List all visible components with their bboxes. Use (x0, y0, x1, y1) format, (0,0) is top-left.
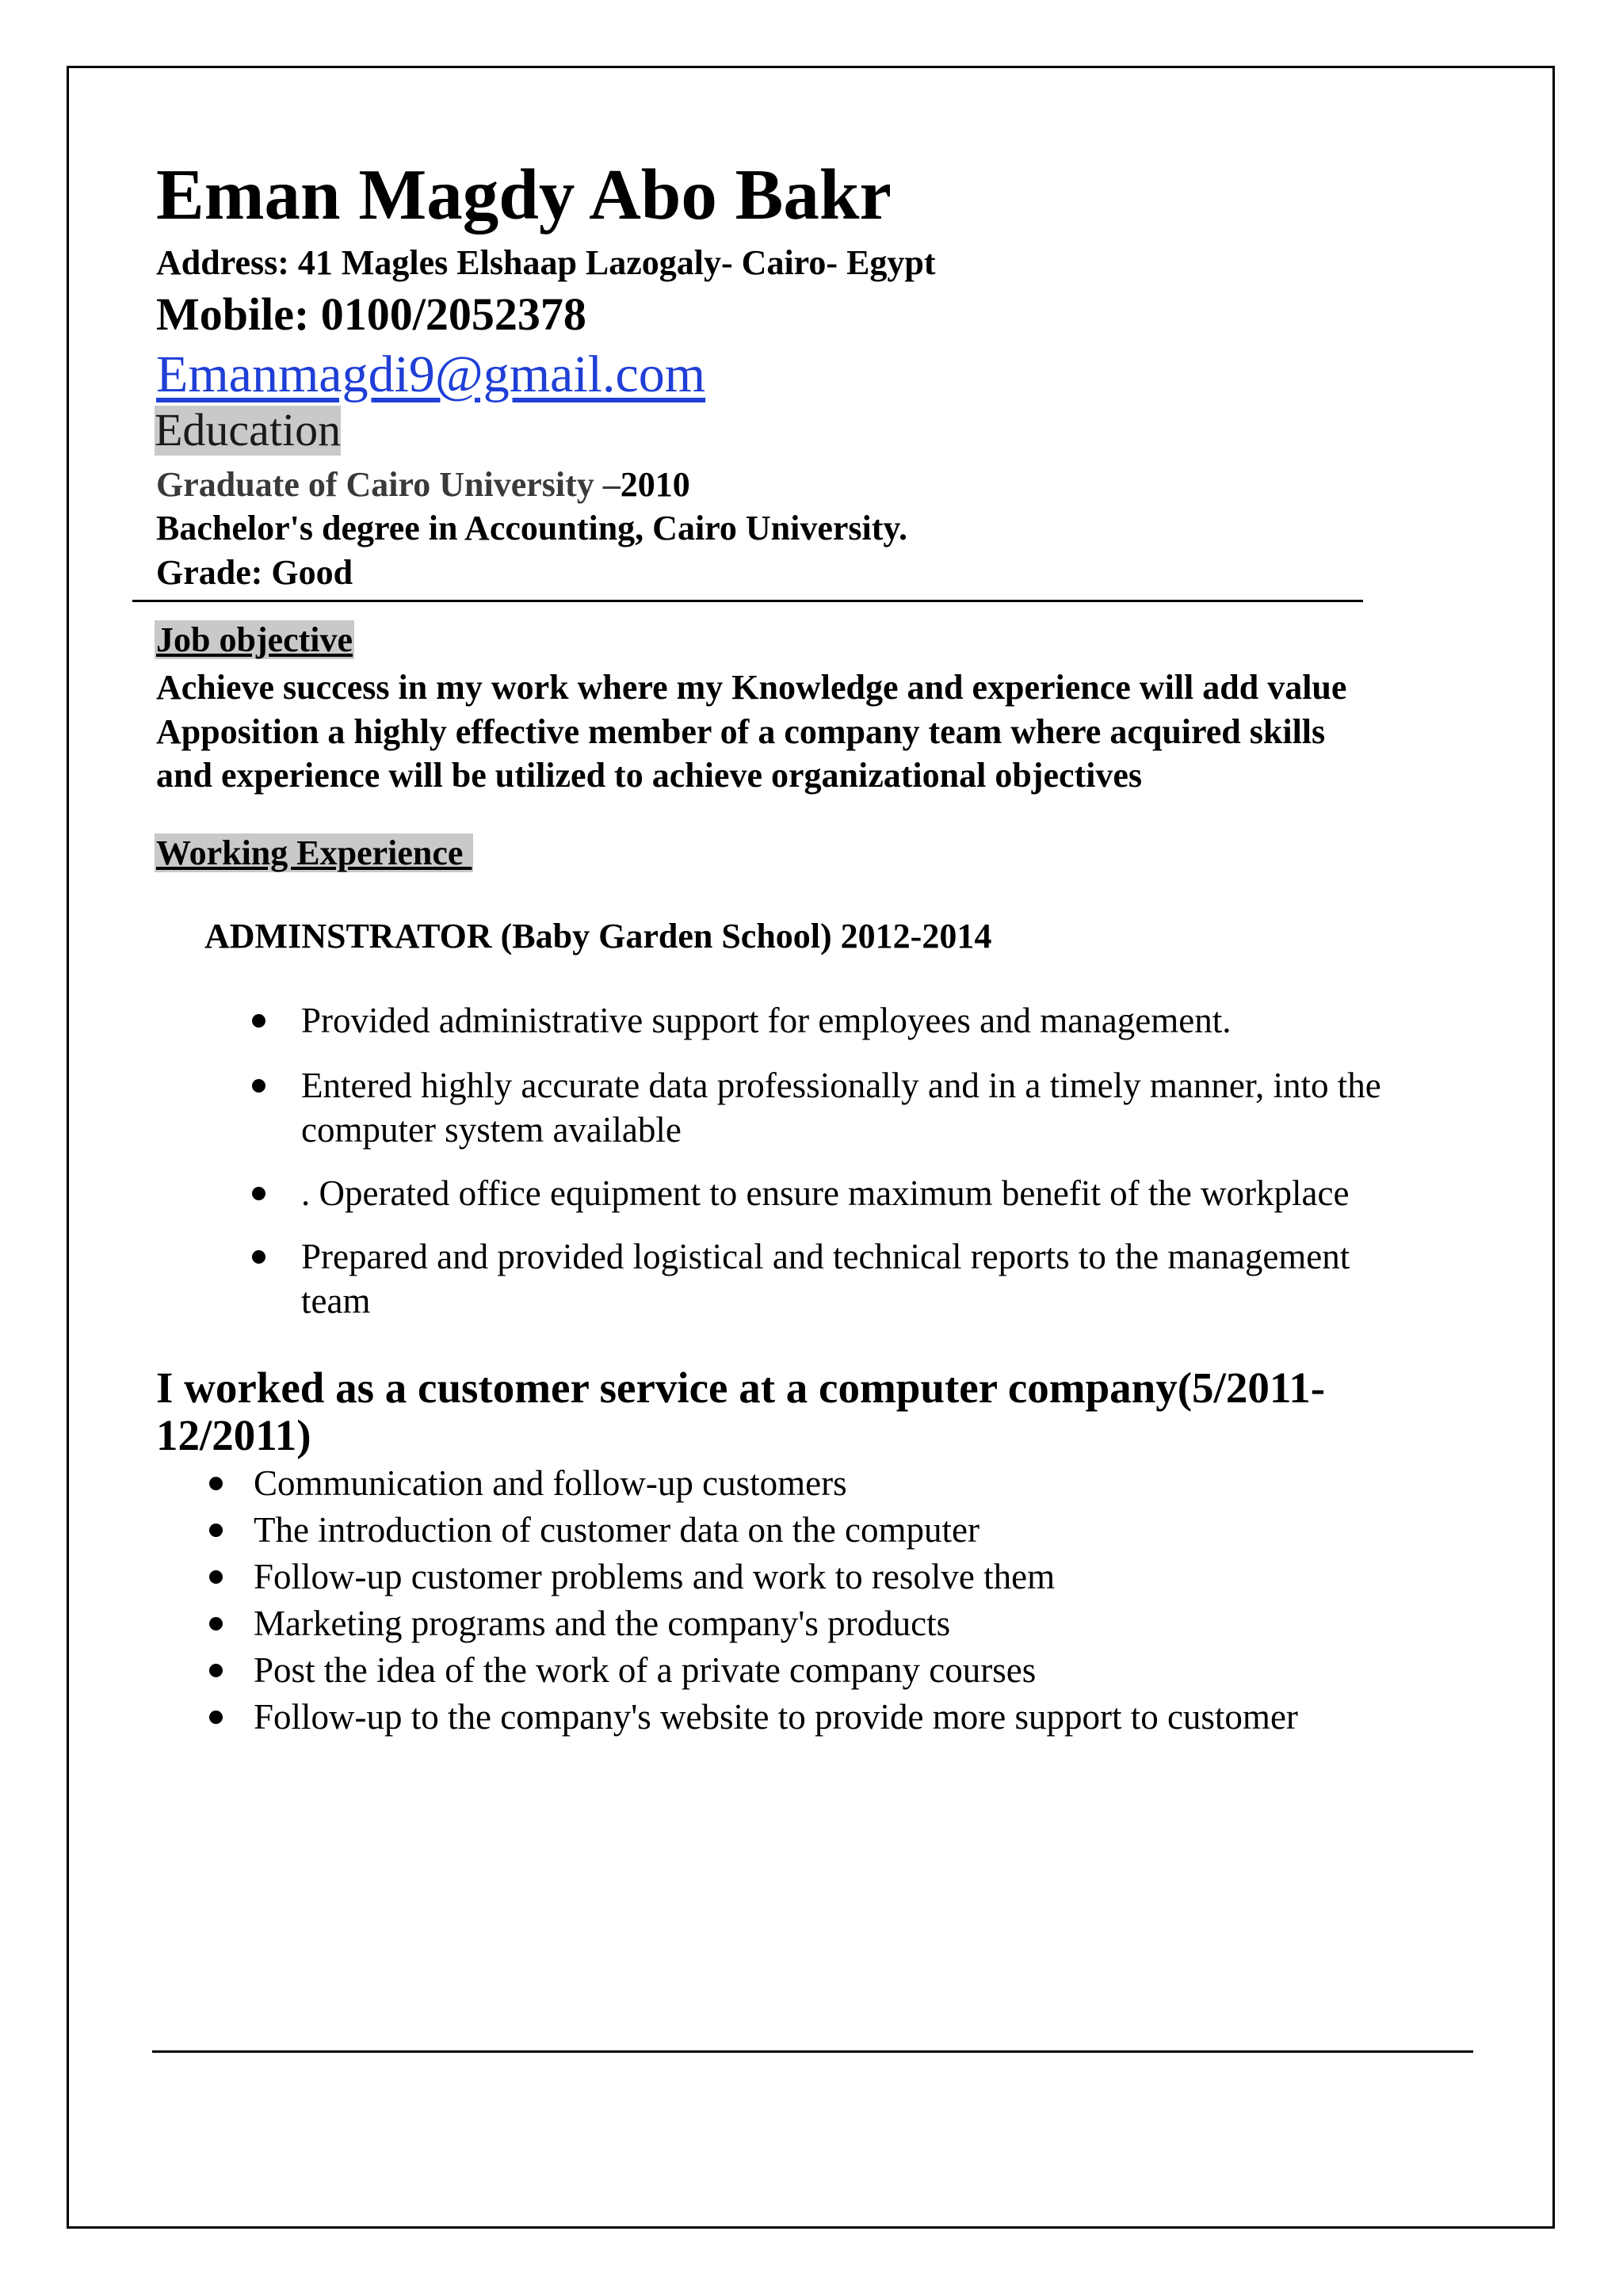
list-item-text: . Operated office equipment to ensure maximum benefit of the workplace (301, 1173, 1350, 1213)
list-item (301, 1234, 1350, 1323)
education-graduate-line (156, 467, 690, 502)
education-graduate-text: Graduate of Cairo University – (156, 465, 621, 504)
education-heading: Education (155, 404, 342, 456)
list-item (301, 1171, 1349, 1215)
list-item-text: computer system available (301, 1110, 682, 1150)
education-degree-line: Bachelor's degree in Accounting, Cairo University. (156, 509, 907, 547)
list-item-text: Entered highly accurate data professionally and in a timely manner, into the (301, 1066, 1381, 1105)
list-item-text: team (301, 1281, 371, 1321)
list-item: Follow-up to the company's website to provide more support to customer (254, 1695, 1298, 1739)
list-item-text: Provided administrative support for employees and management. (301, 1001, 1232, 1040)
list-item (301, 998, 1231, 1043)
list-item: Marketing programs and the company's products (254, 1601, 950, 1646)
list-item: Communication and follow-up customers (254, 1461, 847, 1505)
job-title-administrator: ADMINSTRATOR (Baby Garden School) 2012-2014 (204, 917, 992, 955)
objective-line: Apposition a highly effective member of a company team where acquired skills (156, 712, 1326, 751)
mobile-line: Mobile: 0100/2052378 (156, 288, 586, 340)
candidate-name: Eman Magdy Abo Bakr (156, 154, 892, 235)
job-objective-heading: Job objective (156, 620, 353, 659)
email-link[interactable]: Emanmagdi9@gmail.com (156, 345, 706, 403)
job-title-customer-service (156, 1364, 1325, 1459)
list-item: Post the idea of the work of a private company courses (254, 1648, 1036, 1692)
list-item (301, 1063, 1381, 1152)
working-experience-heading: Working Experience (156, 833, 472, 872)
section-divider (132, 600, 1363, 602)
footer-divider (152, 2050, 1473, 2053)
list-item: Follow-up customer problems and work to resolve them (254, 1554, 1055, 1599)
list-item-text: Prepared and provided logistical and technical reports to the management (301, 1237, 1350, 1276)
education-graduate-year: 2010 (620, 465, 690, 504)
address-line: Address: 41 Magles Elshaap Lazogaly- Cairo- Egypt (156, 243, 936, 282)
education-grade-line: Grade: Good (156, 553, 353, 592)
job-title-line: 12/2011) (156, 1411, 311, 1459)
objective-line: and experience will be utilized to achieve organizational objectives (156, 756, 1143, 795)
objective-line: Achieve success in my work where my Knowledge and experience will add value (156, 668, 1347, 707)
list-item: The introduction of customer data on the computer (254, 1508, 980, 1552)
job-title-line: I worked as a customer service at a computer company(5/2011- (156, 1363, 1326, 1412)
